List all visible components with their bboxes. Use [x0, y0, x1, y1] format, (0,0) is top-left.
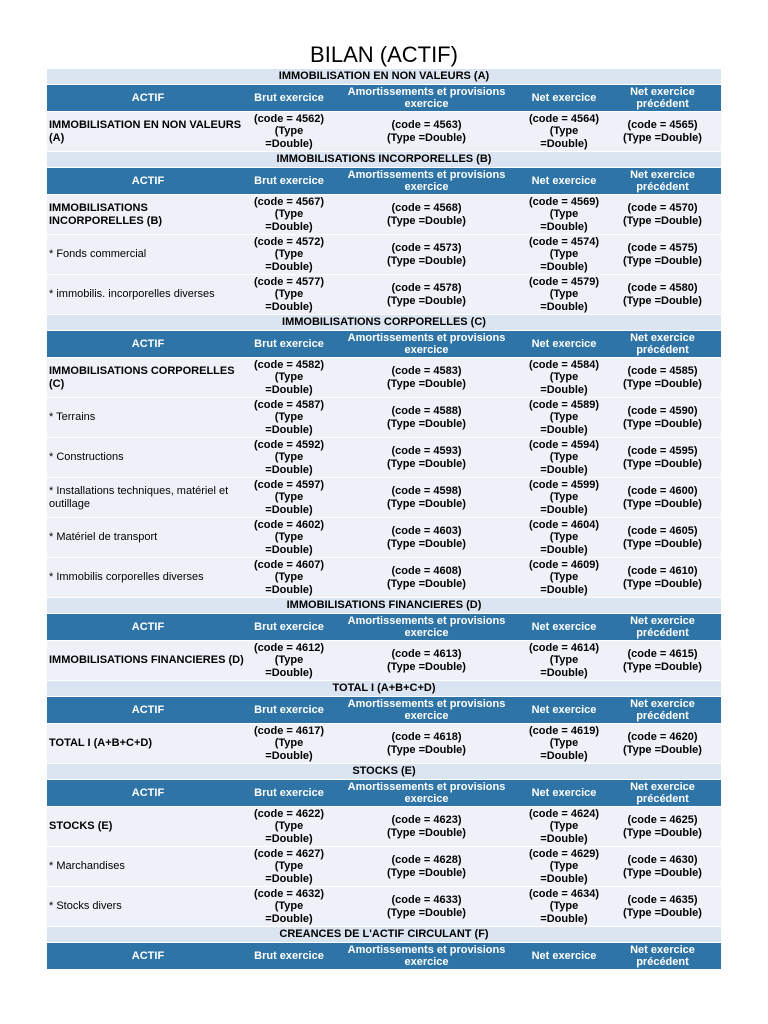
table-header-row: [47, 697, 721, 724]
cell-net-exercice: (code = 4564) (Type =Double): [528, 112, 599, 150]
cell-net-exercice-precedent: (code = 4585) (Type =Double): [623, 365, 702, 390]
header-actif: ACTIF: [131, 621, 165, 633]
header-amortissements: Amortissements et provisions exercice: [347, 944, 506, 968]
header-actif: ACTIF: [131, 787, 165, 799]
row-label: * Fonds commercial: [49, 248, 147, 261]
table-row: [47, 847, 721, 887]
header-net-exercice: Net exercice: [531, 704, 597, 716]
table-header-row: [47, 780, 721, 807]
row-label: * Constructions: [49, 451, 124, 464]
table-row: [47, 807, 721, 847]
header-net-exercice-precedent: Net exercice précédent: [630, 698, 695, 722]
cell-net-exercice: (code = 4594) (Type =Double): [528, 438, 599, 476]
section-title: IMMOBILISATION EN NON VALEURS (A): [47, 69, 721, 85]
header-brut-exercice: Brut exercice: [254, 92, 324, 104]
cell-net-exercice-precedent: (code = 4580) (Type =Double): [623, 282, 702, 307]
cell-net-exercice-precedent: (code = 4630) (Type =Double): [623, 854, 702, 879]
header-amortissements: Amortissements et provisions exercice: [347, 781, 506, 805]
cell-brut-exercice: (code = 4632) (Type =Double): [253, 887, 324, 925]
header-net-exercice-precedent: Net exercice précédent: [630, 332, 695, 356]
cell-net-exercice: (code = 4629) (Type =Double): [528, 847, 599, 885]
header-brut-exercice: Brut exercice: [254, 338, 324, 350]
cell-amortissements: (code = 4633) (Type =Double): [387, 894, 466, 919]
cell-net-exercice: (code = 4589) (Type =Double): [528, 398, 599, 436]
table-row: [47, 887, 721, 927]
header-actif: ACTIF: [131, 704, 165, 716]
cell-net-exercice-precedent: (code = 4635) (Type =Double): [623, 894, 702, 919]
row-label: * Immobilis corporelles diverses: [49, 571, 204, 584]
table-header-row: [47, 614, 721, 641]
header-amortissements: Amortissements et provisions exercice: [347, 698, 506, 722]
row-label: * immobilis. incorporelles diverses: [49, 288, 215, 301]
row-label: IMMOBILISATIONS FINANCIERES (D): [49, 654, 244, 667]
cell-amortissements: (code = 4578) (Type =Double): [387, 282, 466, 307]
cell-net-exercice: (code = 4599) (Type =Double): [528, 478, 599, 516]
header-net-exercice: Net exercice: [531, 787, 597, 799]
row-label: * Stocks divers: [49, 900, 122, 913]
cell-brut-exercice: (code = 4592) (Type =Double): [253, 438, 324, 476]
section-title: STOCKS (E): [47, 764, 721, 780]
section-title: IMMOBILISATIONS INCORPORELLES (B): [47, 152, 721, 168]
cell-brut-exercice: (code = 4617) (Type =Double): [253, 724, 324, 762]
cell-net-exercice: (code = 4584) (Type =Double): [528, 358, 599, 396]
header-actif: ACTIF: [131, 175, 165, 187]
header-net-exercice: Net exercice: [531, 92, 597, 104]
cell-net-exercice-precedent: (code = 4615) (Type =Double): [623, 648, 702, 673]
cell-brut-exercice: (code = 4602) (Type =Double): [253, 518, 324, 556]
balance-sheet-table: [47, 69, 721, 970]
row-label: STOCKS (E): [49, 820, 113, 833]
table-row: [47, 112, 721, 152]
table-row: [47, 518, 721, 558]
cell-net-exercice: (code = 4634) (Type =Double): [528, 887, 599, 925]
cell-net-exercice: (code = 4619) (Type =Double): [528, 724, 599, 762]
cell-brut-exercice: (code = 4607) (Type =Double): [253, 558, 324, 596]
cell-amortissements: (code = 4583) (Type =Double): [387, 365, 466, 390]
cell-net-exercice: (code = 4579) (Type =Double): [528, 275, 599, 313]
cell-brut-exercice: (code = 4572) (Type =Double): [253, 235, 324, 273]
cell-amortissements: (code = 4628) (Type =Double): [387, 854, 466, 879]
row-label: IMMOBILISATION EN NON VALEURS (A): [49, 119, 242, 144]
table-row: [47, 235, 721, 275]
cell-net-exercice-precedent: (code = 4595) (Type =Double): [623, 445, 702, 470]
table-row: [47, 438, 721, 478]
header-amortissements: Amortissements et provisions exercice: [347, 615, 506, 639]
cell-net-exercice-precedent: (code = 4610) (Type =Double): [623, 565, 702, 590]
cell-net-exercice: (code = 4609) (Type =Double): [528, 558, 599, 596]
cell-brut-exercice: (code = 4562) (Type =Double): [253, 112, 324, 150]
cell-net-exercice-precedent: (code = 4575) (Type =Double): [623, 242, 702, 267]
table-row: [47, 724, 721, 764]
cell-brut-exercice: (code = 4622) (Type =Double): [253, 807, 324, 845]
cell-amortissements: (code = 4603) (Type =Double): [387, 525, 466, 550]
section-title: IMMOBILISATIONS FINANCIERES (D): [47, 598, 721, 614]
table-row: [47, 398, 721, 438]
header-brut-exercice: Brut exercice: [254, 704, 324, 716]
table-row: [47, 275, 721, 315]
cell-net-exercice-precedent: (code = 4620) (Type =Double): [623, 731, 702, 756]
cell-brut-exercice: (code = 4582) (Type =Double): [253, 358, 324, 396]
header-net-exercice-precedent: Net exercice précédent: [630, 86, 695, 110]
cell-amortissements: (code = 4623) (Type =Double): [387, 814, 466, 839]
cell-amortissements: (code = 4563) (Type =Double): [387, 119, 466, 144]
table-row: [47, 558, 721, 598]
cell-net-exercice-precedent: (code = 4600) (Type =Double): [623, 485, 702, 510]
table-row: [47, 478, 721, 518]
table-header-row: [47, 168, 721, 195]
row-label: * Terrains: [49, 411, 96, 424]
row-label: TOTAL I (A+B+C+D): [49, 737, 152, 750]
cell-amortissements: (code = 4593) (Type =Double): [387, 445, 466, 470]
cell-brut-exercice: (code = 4587) (Type =Double): [253, 398, 324, 436]
header-net-exercice-precedent: Net exercice précédent: [630, 781, 695, 805]
cell-amortissements: (code = 4608) (Type =Double): [387, 565, 466, 590]
header-brut-exercice: Brut exercice: [254, 621, 324, 633]
header-net-exercice-precedent: Net exercice précédent: [630, 615, 695, 639]
section-title: TOTAL I (A+B+C+D): [47, 681, 721, 697]
header-net-exercice-precedent: Net exercice précédent: [630, 169, 695, 193]
cell-amortissements: (code = 4568) (Type =Double): [387, 202, 466, 227]
row-label: * Matériel de transport: [49, 531, 158, 544]
cell-net-exercice-precedent: (code = 4590) (Type =Double): [623, 405, 702, 430]
cell-amortissements: (code = 4618) (Type =Double): [387, 731, 466, 756]
cell-amortissements: (code = 4573) (Type =Double): [387, 242, 466, 267]
cell-net-exercice-precedent: (code = 4625) (Type =Double): [623, 814, 702, 839]
cell-amortissements: (code = 4598) (Type =Double): [387, 485, 466, 510]
cell-net-exercice: (code = 4614) (Type =Double): [528, 641, 599, 679]
cell-net-exercice: (code = 4569) (Type =Double): [528, 195, 599, 233]
section-title: CREANCES DE L'ACTIF CIRCULANT (F): [47, 927, 721, 943]
header-actif: ACTIF: [131, 92, 165, 104]
cell-brut-exercice: (code = 4612) (Type =Double): [253, 641, 324, 679]
cell-net-exercice-precedent: (code = 4605) (Type =Double): [623, 525, 702, 550]
table-row: [47, 641, 721, 681]
row-label: * Installations techniques, matériel et outillage: [49, 485, 229, 510]
header-actif: ACTIF: [131, 338, 165, 350]
cell-net-exercice-precedent: (code = 4565) (Type =Double): [623, 119, 702, 144]
header-brut-exercice: Brut exercice: [254, 787, 324, 799]
section-title: IMMOBILISATIONS CORPORELLES (C): [47, 315, 721, 331]
row-label: IMMOBILISATIONS INCORPORELLES (B): [49, 202, 163, 227]
cell-brut-exercice: (code = 4597) (Type =Double): [253, 478, 324, 516]
header-brut-exercice: Brut exercice: [254, 175, 324, 187]
header-amortissements: Amortissements et provisions exercice: [347, 169, 506, 193]
page-title: BILAN (ACTIF): [310, 42, 458, 67]
table-header-row: [47, 331, 721, 358]
cell-net-exercice: (code = 4574) (Type =Double): [528, 235, 599, 273]
cell-net-exercice: (code = 4624) (Type =Double): [528, 807, 599, 845]
cell-amortissements: (code = 4613) (Type =Double): [387, 648, 466, 673]
table-row: [47, 195, 721, 235]
table-header-row: [47, 85, 721, 112]
table-header-row: [47, 943, 721, 970]
header-amortissements: Amortissements et provisions exercice: [347, 332, 506, 356]
cell-net-exercice: (code = 4604) (Type =Double): [528, 518, 599, 556]
cell-brut-exercice: (code = 4627) (Type =Double): [253, 847, 324, 885]
header-net-exercice: Net exercice: [531, 338, 597, 350]
header-net-exercice-precedent: Net exercice précédent: [630, 944, 695, 968]
header-brut-exercice: Brut exercice: [254, 950, 324, 962]
header-net-exercice: Net exercice: [531, 621, 597, 633]
row-label: * Marchandises: [49, 860, 125, 873]
header-amortissements: Amortissements et provisions exercice: [347, 86, 506, 110]
table-row: [47, 358, 721, 398]
cell-brut-exercice: (code = 4577) (Type =Double): [253, 275, 324, 313]
cell-brut-exercice: (code = 4567) (Type =Double): [253, 195, 324, 233]
header-actif: ACTIF: [131, 950, 165, 962]
cell-net-exercice-precedent: (code = 4570) (Type =Double): [623, 202, 702, 227]
header-net-exercice: Net exercice: [531, 950, 597, 962]
row-label: IMMOBILISATIONS CORPORELLES (C): [49, 365, 235, 390]
header-net-exercice: Net exercice: [531, 175, 597, 187]
cell-amortissements: (code = 4588) (Type =Double): [387, 405, 466, 430]
